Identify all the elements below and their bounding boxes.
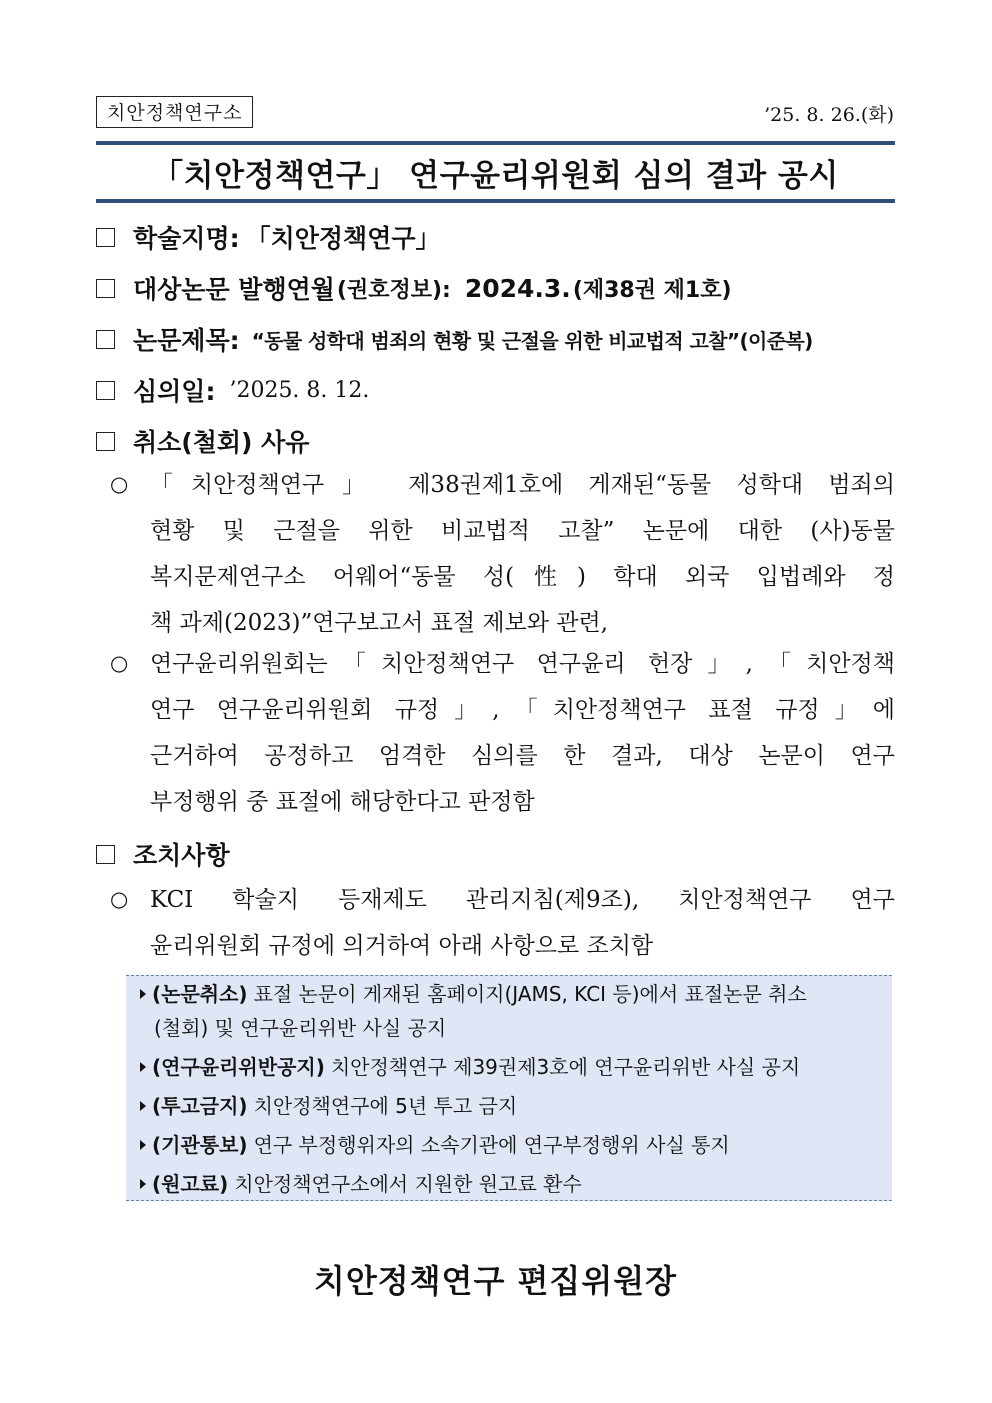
checkbox-square-icon	[96, 228, 115, 247]
action-label: (투고금지)	[152, 1094, 248, 1118]
bullet-circle-icon: ○	[110, 651, 129, 675]
review-date-value: ’2025. 8. 12.	[229, 377, 370, 403]
section-journal	[96, 219, 441, 255]
action-item	[140, 1053, 800, 1081]
review-date-label: 심의일:	[133, 377, 216, 406]
signature-title: 치안정책연구 편집위원장	[313, 1262, 678, 1300]
triangle-bullet-icon	[140, 989, 146, 999]
action-label: (연구윤리위반공지)	[152, 1055, 325, 1079]
action-list-box	[126, 975, 892, 1201]
notice-date: ’25. 8. 26.(화)	[764, 104, 894, 126]
action-text-continued: (철회) 및 연구윤리위반 사실 공지	[154, 1016, 447, 1040]
checkbox-square-icon	[96, 845, 115, 864]
paragraph-line: KCI 학술지 등재제도 관리지침(제9조), 치안정책연구 연구	[150, 887, 895, 913]
organization-label: 치안정책연구소	[96, 96, 253, 128]
measures-label: 조치사항	[133, 841, 230, 870]
action-text: 표절 논문이 게재된 홈페이지(JAMS, KCI 등)에서 표절논문 취소	[253, 982, 807, 1006]
title-bottom-rule	[96, 199, 895, 203]
action-label: (기관통보)	[152, 1133, 248, 1157]
action-item	[140, 980, 807, 1008]
journal-label: 학술지명:	[133, 224, 240, 253]
section-paper-title	[96, 321, 813, 357]
action-item	[140, 1170, 582, 1198]
section-issue	[96, 270, 732, 306]
issue-value-sub: (제38권 제1호)	[572, 277, 732, 303]
bullet-circle-icon: ○	[110, 887, 129, 911]
reason-label: 취소(철회) 사유	[133, 428, 310, 457]
action-label: (논문취소)	[152, 982, 248, 1006]
checkbox-square-icon	[96, 279, 115, 298]
section-review-date	[96, 372, 369, 408]
title-top-rule	[96, 141, 895, 145]
measures-paragraph	[150, 877, 895, 969]
paragraph-line: 책 과제(2023)”연구보고서 표절 제보와 관련,	[150, 610, 609, 636]
triangle-bullet-icon	[140, 1101, 146, 1111]
section-reason	[96, 423, 309, 459]
triangle-bullet-icon	[140, 1179, 146, 1189]
page-title: 「치안정책연구」 연구윤리위원회 심의 결과 공시	[152, 158, 839, 194]
action-item	[140, 1092, 517, 1120]
journal-value: 「치안정책연구」	[245, 224, 441, 253]
checkbox-square-icon	[96, 432, 115, 451]
action-text: 치안정책연구 제39권제3호에 연구윤리위반 사실 공지	[330, 1055, 801, 1079]
issue-value: 2024.3.	[464, 273, 571, 303]
checkbox-square-icon	[96, 381, 115, 400]
action-label: (원고료)	[152, 1172, 229, 1196]
paragraph-line: 근거하여 공정하고 엄격한 심의를 한 결과, 대상 논문이 연구	[150, 743, 895, 769]
action-text: 연구 부정행위자의 소속기관에 연구부정행위 사실 통지	[253, 1133, 730, 1157]
reason-paragraph-1	[150, 462, 895, 646]
action-item	[140, 1131, 730, 1159]
section-measures	[96, 836, 230, 872]
triangle-bullet-icon	[140, 1062, 146, 1072]
checkbox-square-icon	[96, 330, 115, 349]
paper-title-label: 논문제목:	[133, 326, 240, 355]
issue-label: 대상논문 발행연월	[133, 275, 335, 304]
action-text: 치안정책연구소에서 지원한 원고료 환수	[234, 1172, 582, 1196]
paragraph-line: 부정행위 중 표절에 해당한다고 판정함	[150, 789, 535, 815]
reason-paragraph-2	[150, 641, 895, 825]
issue-label-sub: (권호정보):	[336, 277, 451, 303]
paper-title-value: “동물 성학대 범죄의 현황 및 근절을 위한 비교법적 고찰”(이준복)	[251, 328, 813, 353]
paragraph-line: 윤리위원회 규정에 의거하여 아래 사항으로 조치함	[150, 933, 654, 959]
paragraph-line: 현황 및 근절을 위한 비교법적 고찰” 논문에 대한 (사)동물	[150, 518, 895, 544]
triangle-bullet-icon	[140, 1140, 146, 1150]
paragraph-line: 복지문제연구소 어웨어“동물 성(性) 학대 외국 입법례와 정	[150, 564, 895, 590]
paragraph-line: 「치안정책연구」 제38권제1호에 게재된“동물 성학대 범죄의	[150, 472, 895, 498]
bullet-circle-icon: ○	[110, 472, 129, 496]
action-text: 치안정책연구에 5년 투고 금지	[253, 1094, 518, 1118]
paragraph-line: 연구 연구윤리위원회 규정」,「치안정책연구 표절 규정」에	[150, 697, 895, 723]
paragraph-line: 연구윤리위원회는「치안정책연구 연구윤리 헌장」,「치안정책	[150, 651, 895, 677]
